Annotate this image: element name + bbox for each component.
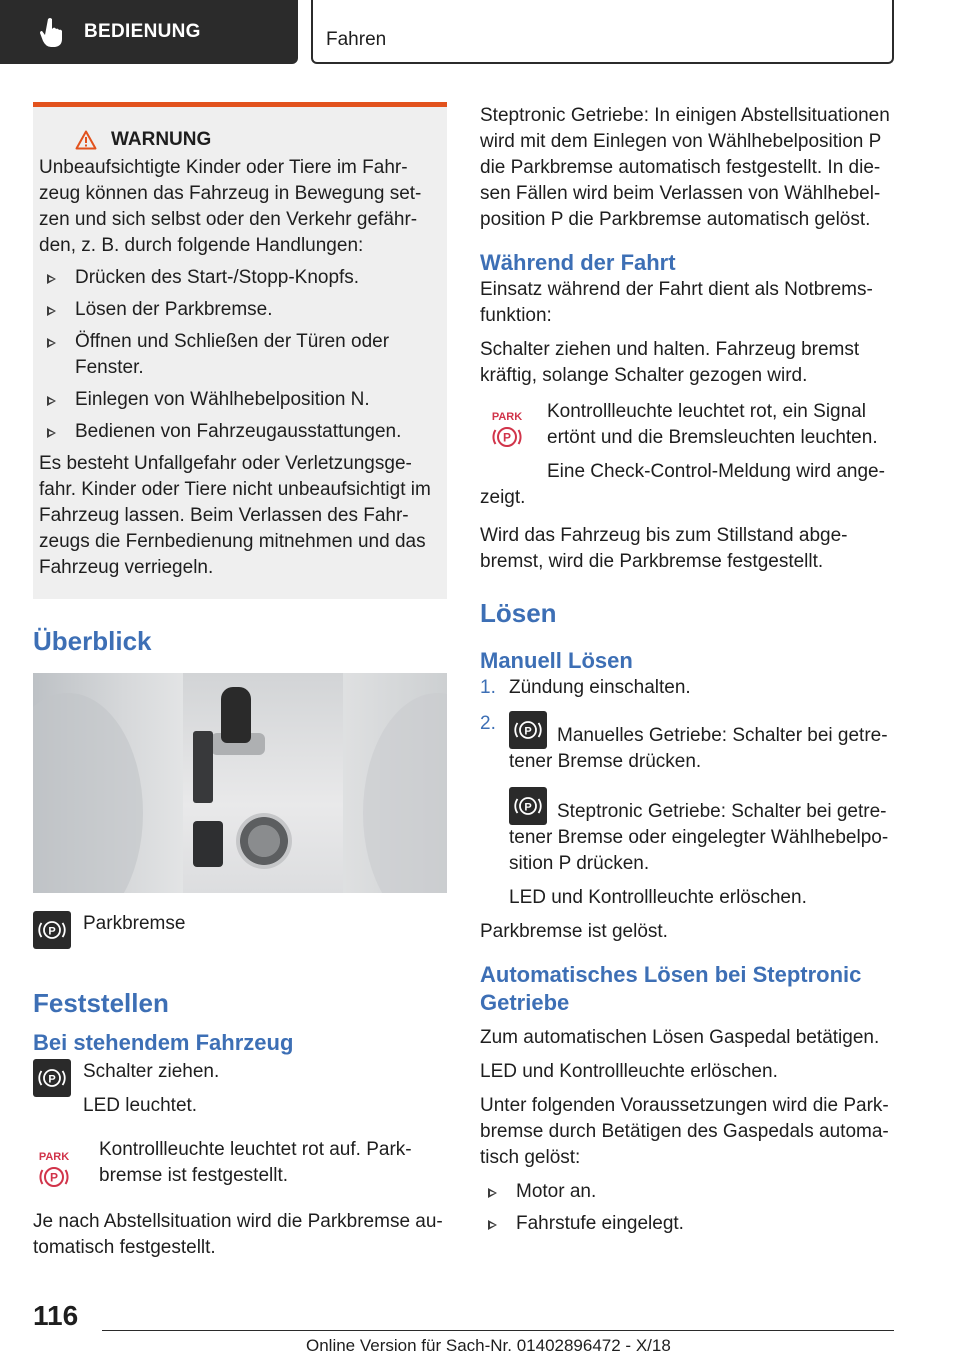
svg-text:P: P — [48, 925, 56, 938]
svg-text:P: P — [524, 725, 532, 738]
parking-brake-button-icon — [33, 911, 71, 949]
park-indicator-icon — [33, 1149, 75, 1191]
caption-row — [33, 911, 447, 949]
step-row — [33, 1059, 447, 1119]
warning-outro: Es besteht Unfallgefahr oder Verletzungsge-fahr. Kinder oder Tiere nicht unbeaufsichtigt im Fahrzeug lassen. Beim Verlassen des Fahr-zeugs die Fernbedienung mitnehmen und das Fahrzeug verriegeln. — [39, 453, 431, 578]
list-item: Fahrstufe eingelegt. — [480, 1211, 895, 1237]
park-row — [480, 399, 895, 451]
page-number: 116 — [33, 1300, 79, 1331]
parking-brake-switch — [193, 821, 223, 867]
parking-brake-button-icon — [33, 1059, 71, 1097]
list-item: 1. Zündung einschalten. — [480, 677, 691, 698]
steptronic-text: Steptronic Getriebe: In einigen Abstellsituationen wird mit dem Einlegen von Wählhebelposition P die Parkbremse automatisch festgestellt. In die-sen Fällen wird beim Verlassen von Wählhebel-position P die Parkbremse automatisch gelöst. — [480, 105, 890, 230]
step-text: Steptronic Getriebe: Schalter bei getre-tener Bremse oder eingelegter Wählhebelpo-sition P drücken. — [509, 801, 889, 874]
footer-text: Online Version für Sach-Nr. 01402896472 - X/18 — [306, 1336, 671, 1355]
warning-header — [75, 129, 439, 151]
left-column — [33, 102, 447, 1261]
park-indicator-text: Kontrollleuchte leuchtet rot auf. Park-bremse ist festgestellt. — [99, 1139, 412, 1186]
list-item: Bedienen von Fahrzeugausstattungen. — [39, 419, 439, 445]
step-text: Schalter ziehen. — [83, 1061, 220, 1082]
gear-selector — [221, 687, 251, 743]
section-label: BEDIENUNG — [84, 21, 201, 42]
check-control-text: Eine Check-Control-Meldung wird ange-zeigt. — [480, 461, 885, 508]
auto-release-bullets — [480, 1179, 895, 1237]
parking-brake-button-icon — [509, 787, 547, 825]
list-item: 2. P Manuelles Getriebe: Schalter bei getre-tener Bremse drücken. P Steptronic Getriebe: Schalter bei getre-tener Bremse oder eingelegter Wählhebelpo-sition P drücken. LED und Kontrollleuchte erlöschen. — [480, 711, 895, 911]
svg-text:P: P — [48, 1073, 56, 1086]
feststellen-subheading: Bei stehendem Fahrzeug — [33, 1030, 294, 1055]
svg-text:P: P — [524, 801, 532, 814]
svg-text:P: P — [502, 430, 512, 445]
chapter-tab — [311, 0, 894, 64]
right-column — [480, 103, 895, 1243]
list-item: Lösen der Parkbremse. — [39, 297, 439, 323]
auto-release-text: Zum automatischen Lösen Gaspedal betätigen. — [480, 1027, 880, 1048]
park-indicator-icon — [486, 409, 528, 451]
svg-text:P: P — [49, 1170, 59, 1185]
fahrt-text: Schalter ziehen und halten. Fahrzeug bremst kräftig, solange Schalter gezogen wird. — [480, 339, 860, 386]
list-item: Einlegen von Wählhebelposition N. — [39, 387, 439, 413]
footer-divider — [102, 1330, 894, 1331]
park-row — [33, 1137, 447, 1191]
step-text: LED leuchtet. — [83, 1095, 198, 1116]
warning-triangle-icon — [75, 130, 97, 150]
section-tab[interactable] — [0, 0, 298, 64]
fahrt-text: Einsatz während der Fahrt dient als Notbrems-funktion: — [480, 279, 873, 326]
park-indicator-text: Kontrollleuchte leuchtet rot, ein Signal ertönt und die Bremsleuchten leuchten. — [547, 401, 878, 448]
geloest-text: Parkbremse ist gelöst. — [480, 921, 668, 942]
list-item: Öffnen und Schließen der Türen oder Fenster. — [39, 329, 439, 381]
svg-text:PARK: PARK — [491, 411, 523, 423]
svg-text:PARK: PARK — [38, 1151, 70, 1163]
fahrt-heading: Während der Fahrt — [480, 250, 676, 275]
list-item: Motor an. — [480, 1179, 895, 1205]
center-console-photo — [33, 673, 447, 893]
auto-apply-text: Je nach Abstellsituation wird die Parkbremse au-tomatisch festgestellt. — [33, 1211, 443, 1258]
auto-release-text: Unter folgenden Voraussetzungen wird die Park-bremse durch Betätigen des Gaspedals automa-tisch gelöst: — [480, 1095, 889, 1168]
fahrt-text: Wird das Fahrzeug bis zum Stillstand abge-bremst, wird die Parkbremse festgestellt. — [480, 525, 848, 572]
auto-release-heading: Automatisches Lösen bei Steptronic Getriebe — [480, 962, 862, 1015]
auto-release-text: LED und Kontrollleuchte erlöschen. — [480, 1061, 778, 1082]
warning-box — [33, 102, 447, 599]
step-text: LED und Kontrollleuchte erlöschen. — [509, 887, 807, 908]
loesen-heading: Lösen — [480, 598, 557, 628]
photo-caption: Parkbremse — [83, 913, 186, 934]
warning-title: WARNUNG — [111, 129, 212, 150]
warning-bullets — [39, 265, 439, 445]
hand-icon — [40, 17, 64, 47]
overview-heading: Überblick — [33, 626, 152, 656]
release-steps — [480, 675, 895, 911]
controller-knob — [236, 813, 292, 869]
warning-intro: Unbeaufsichtigte Kinder oder Tiere im Fahr-zeug können das Fahrzeug in Bewegung set-zen und sich selbst oder den Verkehr gefähr-den, z. B. durch folgende Handlungen: — [39, 157, 422, 256]
parking-brake-button-icon — [509, 711, 547, 749]
manuell-heading: Manuell Lösen — [480, 648, 633, 673]
list-item: Drücken des Start-/Stopp-Knopfs. — [39, 265, 439, 291]
feststellen-heading: Feststellen — [33, 988, 169, 1018]
chapter-title: Fahren — [326, 29, 387, 50]
